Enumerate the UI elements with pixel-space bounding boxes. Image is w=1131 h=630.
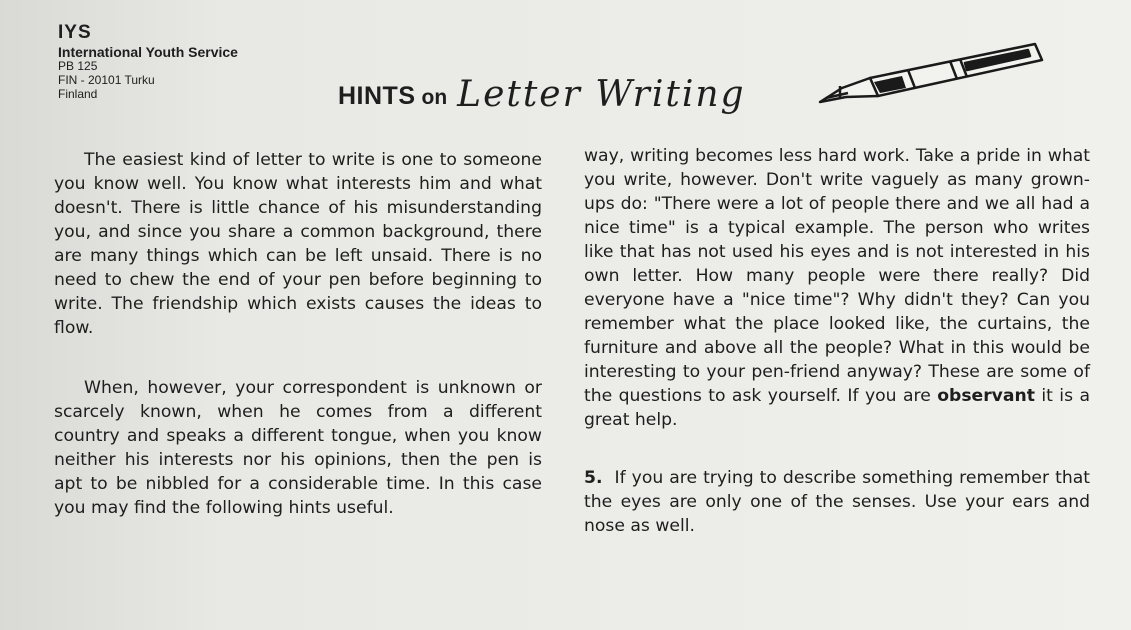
hint-number: 5. xyxy=(584,468,603,488)
title-script: Letter Writing xyxy=(457,74,746,115)
address-line-3: Finland xyxy=(58,86,98,101)
organization-header xyxy=(58,22,238,101)
fountain-pen-icon xyxy=(810,30,1050,120)
right-column xyxy=(584,144,1090,538)
address-line-2: FIN - 20101 Turku xyxy=(58,72,155,87)
left-column xyxy=(54,148,542,520)
org-name: International Youth Service xyxy=(58,43,238,60)
observation-tail: it is a great help. xyxy=(584,386,1090,430)
page-title xyxy=(338,72,746,113)
hint-text: If you are trying to describe something remember that the eyes are only one of the senses. Use your ears and nose as well. xyxy=(584,468,1090,536)
observation-text: way, writing becomes less hard work. Take a pride in what you write, however. Don't write vaguely as many grown-ups do: "There were a lot of people there and we all had a nice time" is a typical example. The person who writes like that has not used his eyes and is not interested in his own letter. How many people were there really? Did everyone have a "nice time"? Why didn't they? Can you remember what the place looked like, the curtains, the furniture and above all the people? What in this would be interesting to your pen-friend anyway? These are some of the questions to ask yourself. If you are xyxy=(584,146,1090,406)
org-code: IYS xyxy=(58,22,92,43)
observant-emphasis: observant xyxy=(937,386,1035,406)
hint-item-5 xyxy=(584,466,1090,538)
paragraph-observation xyxy=(584,144,1090,432)
address-line-1: PB 125 xyxy=(58,58,98,73)
paragraph-known-recipient: The easiest kind of letter to write is one to someone you know well. You know what interests him and what doesn't. There is little chance of his misunderstanding you, and since you share a common background, there are many things which can be left unsaid. There is no need to chew the end of your pen before beginning to write. The friendship which exists causes the ideas to flow. xyxy=(54,150,542,338)
title-hints: HINTS xyxy=(338,82,416,110)
paragraph-unknown-recipient: When, however, your correspondent is unknown or scarcely known, when he comes from a different country and speaks a different tongue, when you know neither his interests nor his opinions, then the pen is apt to be nibbled for a considerable time. In this case you may find the following hints useful. xyxy=(54,378,542,518)
title-on: on xyxy=(421,86,448,109)
